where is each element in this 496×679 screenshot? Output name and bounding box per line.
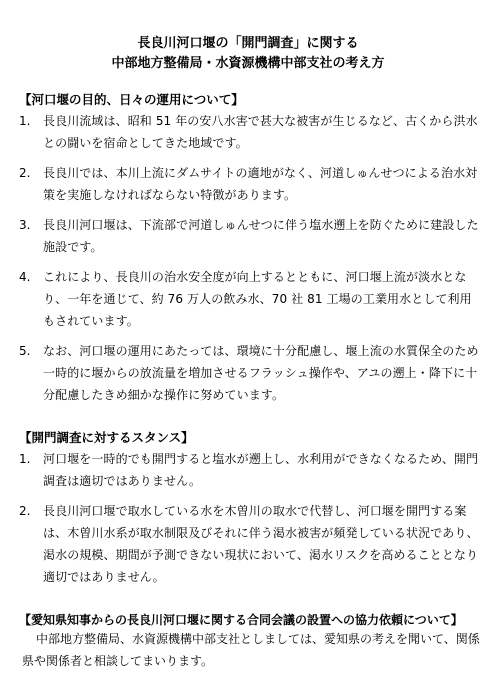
list-item-number: 2.: [19, 166, 31, 180]
list-item-number: 4.: [19, 270, 31, 284]
list-item-text: 長良川では、本川上流にダムサイトの適地がなく、河道しゅんせつによる治水対策を実施しなければならない特徴があります。: [43, 166, 478, 202]
section-heading-stance: 【開門調査に対するスタンス】: [19, 430, 194, 445]
list-item-number: 1.: [19, 114, 31, 128]
document-title-line2: 中部地方整備局・水資源機構中部支社の考え方: [111, 56, 385, 71]
list-item-number: 5.: [19, 344, 31, 358]
list-item-text: 長良川河口堰で取水している水を木曽川の取水で代替し、河口堰を開門する案は、木曽川水系が取水制限及びそれに伴う渇水被害が頻発している状況であり、渇水の規模、期間が予測できない現状において、渇水リスクを高めることとなり適切ではありません。: [43, 504, 479, 584]
document-title-line1: 長良川河口堰の「開門調査」に関する: [137, 36, 359, 51]
section-heading-purpose: 【河口堰の目的、日々の運用について】: [19, 92, 244, 107]
list-item-number: 2.: [19, 504, 31, 518]
list-item-text: これにより、長良川の治水安全度が向上するとともに、河口堰上流が淡水となり、一年を通じて、約 76 万人の飲み水、70 社 81 工場の工業用水として利用もされています。: [43, 270, 472, 328]
list-item-text: なお、河口堰の運用にあたっては、環境に十分配慮し、堰上流の水質保全のため一時的に堰からの放流量を増加させるフラッシュ操作や、アユの遡上・降下に十分配慮したきめ細かな操作に努めています。: [43, 344, 479, 402]
section-body-text: 中部地方整備局、水資源機構中部支社としましては、愛知県の考えを聞いて、関係県や関係者と相談してまいります。: [22, 632, 480, 668]
list-item-number: 3.: [19, 218, 31, 232]
list-item-text: 長良川河口堰は、下流部で河道しゅんせつに伴う塩水遡上を防ぐために建設した施設です。: [43, 218, 479, 254]
list-item-text: 長良川流域は、昭和 51 年の安八水害で甚大な被害が生じるなど、古くから洪水との闘いを宿命としてきた地域です。: [43, 114, 478, 150]
list-item-text: 河口堰を一時的でも開門すると塩水が遡上し、水利用ができなくなるため、開門調査は適切ではありません。: [43, 452, 479, 488]
section-heading-request: 【愛知県知事からの長良川河口堰に関する合同会議の設置への協力依頼について】: [19, 613, 463, 627]
list-item-number: 1.: [19, 452, 31, 466]
